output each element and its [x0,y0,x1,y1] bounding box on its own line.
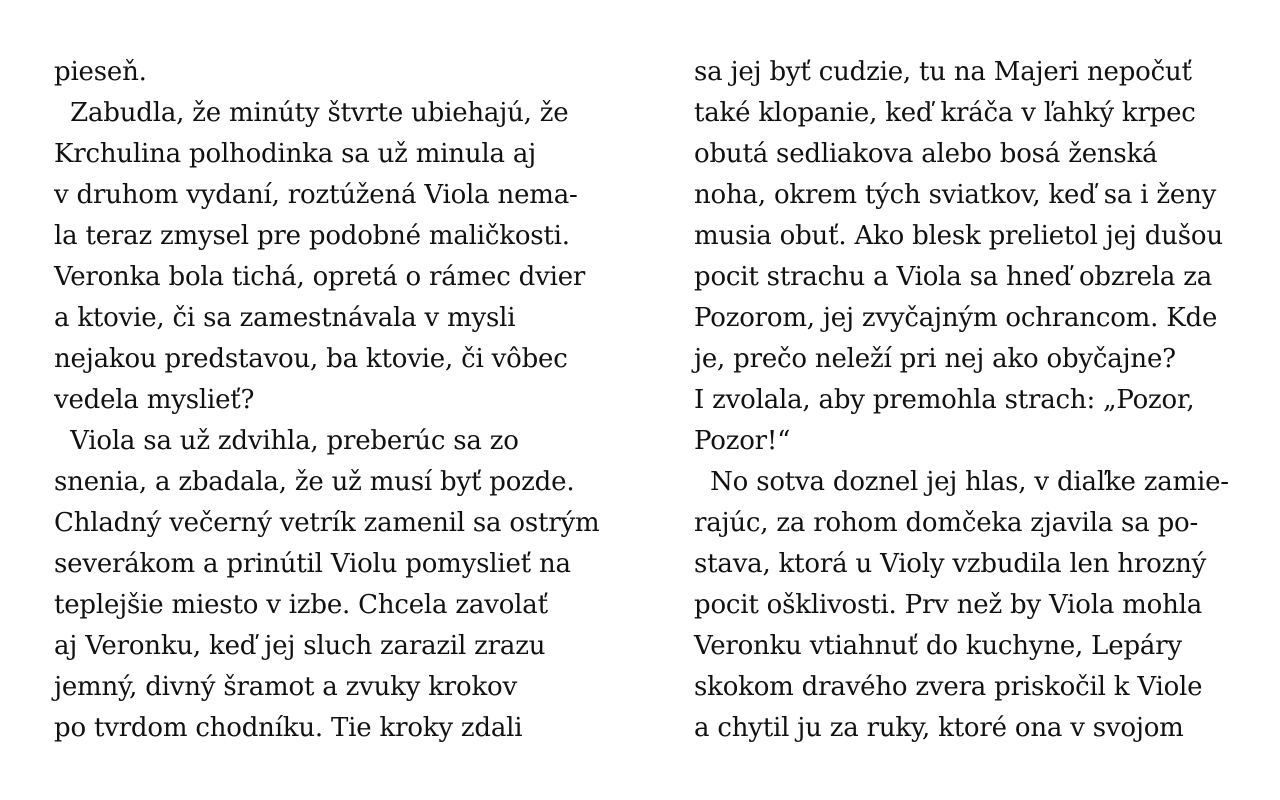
text-line: pocit strachu a Viola sa hneď obzrela za [694,262,1213,292]
text-line: Viola sa už zdvihla, preberúc sa zo [54,426,519,456]
text-line: teplejšie miesto v izbe. Chcela zavolať [54,590,548,620]
text-line: I zvolala, aby premohla strach: „Pozor, [694,385,1195,415]
text-line: je, prečo neleží pri nej ako obyčajne? [694,344,1176,374]
text-line: noha, okrem tých sviatkov, keď sa i ženy [694,180,1217,210]
right-page [694,52,1254,749]
text-line: skokom dravého zvera priskočil k Viole [694,672,1203,702]
text-line: vedela myslieť? [54,385,255,415]
text-line: a chytil ju za ruky, ktoré ona v svojom [694,713,1184,743]
text-line: aj Veronku, keď jej sluch zarazil zrazu [54,631,546,661]
text-line: musia obuť. Ako blesk prelietol jej dušou [694,221,1223,251]
text-line: po tvrdom chodníku. Tie kroky zdali [54,713,523,743]
text-line: Krchulina polhodinka sa už minula aj [54,139,537,169]
text-line: stava, ktorá u Violy vzbudila len hrozný [694,549,1207,579]
left-page [54,52,614,749]
text-line: severákom a prinútil Violu pomyslieť na [54,549,571,579]
text-line: pocit ošklivosti. Prv než by Viola mohla [694,590,1203,620]
text-line: jemný, divný šramot a zvuky krokov [54,672,517,702]
text-line: Pozorom, jej zvyčajným ochrancom. Kde [694,303,1218,333]
text-line: la teraz zmysel pre podobné maličkosti. [54,221,570,251]
text-line: obutá sedliakova alebo bosá ženská [694,139,1158,169]
text-line: Chladný večerný vetrík zamenil sa ostrým [54,508,600,538]
text-line: nejakou predstavou, ba ktovie, či vôbec [54,344,568,374]
text-line: Veronku vtiahnuť do kuchyne, Lepáry [694,631,1182,661]
text-line: Zabudla, že minúty štvrte ubiehajú, že [54,98,569,128]
text-line: rajúc, za rohom domčeka zjavila sa po- [694,508,1199,538]
text-line: v druhom vydaní, roztúžená Viola nema- [54,180,578,210]
text-line: No sotva doznel jej hlas, v diaľke zamie- [694,467,1229,497]
text-line: také klopanie, keď kráča v ľahký krpec [694,98,1196,128]
text-line: pieseň. [54,57,147,87]
text-line: a ktovie, či sa zamestnávala v mysli [54,303,516,333]
text-line: Pozor!“ [694,426,791,456]
text-line: Veronka bola tichá, opretá o rámec dvier [54,262,586,292]
text-line: sa jej byť cudzie, tu na Majeri nepočuť [694,57,1192,87]
text-line: snenia, a zbadala, že už musí byť pozde. [54,467,575,497]
